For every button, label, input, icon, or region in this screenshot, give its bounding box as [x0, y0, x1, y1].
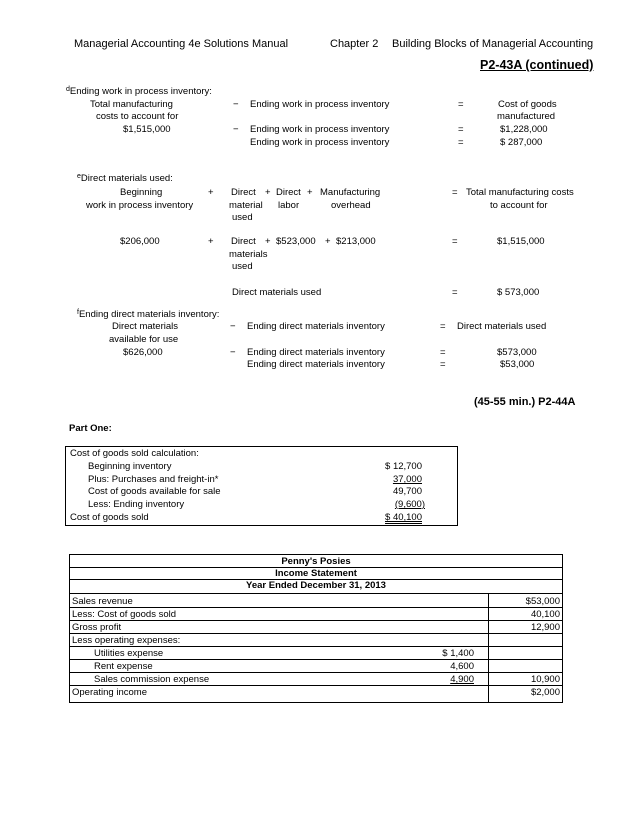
f-result-1: Direct materials used — [457, 321, 547, 332]
part-one-label: Part One: — [69, 423, 112, 434]
e-direct: Direct — [231, 187, 256, 198]
e-used: used — [232, 212, 253, 223]
d-minus-1: − — [233, 99, 239, 110]
e-plus-5: + — [265, 236, 271, 247]
e-direct-3: Direct — [231, 236, 256, 247]
e-total-2: to account for — [490, 200, 548, 211]
p44-heading: (45-55 min.) P2-44A — [474, 396, 576, 408]
e-direct-2: Direct — [276, 187, 301, 198]
f-term-3: Ending direct materials inventory — [247, 359, 385, 370]
e-overhead: overhead — [331, 200, 371, 211]
is-row-2: Gross profit — [72, 622, 122, 633]
d-result-1b: manufactured — [497, 111, 556, 122]
e-eq-1: = — [452, 187, 458, 198]
cogs-row-4: Less: Ending inventory — [88, 499, 185, 510]
problem-heading: P2-43A (continued) — [480, 58, 594, 72]
cogs-amt-5: $ 40,100 — [385, 512, 422, 523]
is-row-6: Sales commission expense — [94, 674, 210, 685]
e-mfg: Manufacturing — [320, 187, 381, 198]
e-eq-3: = — [452, 287, 458, 298]
e-total-1: Total manufacturing costs — [466, 187, 574, 198]
d-term-3: Ending work in process inventory — [250, 137, 390, 148]
d-result-1a: Cost of goods — [498, 99, 557, 110]
e-plus-3: + — [307, 187, 313, 198]
e-total-amount: $1,515,000 — [497, 236, 545, 247]
e-plus-2: + — [265, 187, 271, 198]
e-beginning: Beginning — [120, 187, 163, 198]
is-mid-6: 4,900 — [450, 674, 474, 685]
e-labor: labor — [278, 200, 300, 211]
section-d-title: $^d$Ending work in process inventory: — [66, 86, 212, 97]
d-result-2: $1,228,000 — [500, 124, 548, 135]
e-material: material — [229, 200, 263, 211]
statement-title: Income Statement — [275, 568, 357, 579]
row-line-2 — [70, 579, 562, 580]
f-minus-1: − — [230, 321, 236, 332]
section-e-title: $^e$Direct materials used: — [77, 173, 173, 184]
row-sep — [70, 646, 562, 647]
row-sep — [70, 672, 562, 673]
is-row-7: Operating income — [72, 687, 147, 698]
d-eq-1: = — [458, 99, 464, 110]
company-name: Penny's Posies — [281, 556, 351, 567]
cogs-amt-2: 37,000 — [392, 474, 422, 485]
f-eq-3: = — [440, 359, 446, 370]
manual-title: Managerial Accounting 4e Solutions Manual — [74, 38, 289, 50]
d-term-1: Ending work in process inventory — [250, 99, 390, 110]
cogs-row-2: Plus: Purchases and freight-in* — [88, 474, 219, 485]
e-used-2: used — [232, 261, 253, 272]
income-statement — [69, 554, 563, 703]
cogs-table — [65, 446, 458, 526]
is-amt-2: 12,900 — [530, 622, 560, 633]
is-row-3: Less operating expenses: — [72, 635, 181, 646]
is-amt-1: 40,100 — [530, 609, 560, 620]
e-eq-2: = — [452, 236, 458, 247]
is-amt-0: $53,000 — [525, 596, 560, 607]
e-beg-amount: $206,000 — [120, 236, 160, 247]
is-row-4: Utilities expense — [94, 648, 164, 659]
e-overhead-amount: $213,000 — [336, 236, 376, 247]
e-dm-used: Direct materials used — [232, 287, 322, 298]
f-line2: available for use — [109, 334, 179, 345]
f-term-1: Ending direct materials inventory — [247, 321, 385, 332]
row-sep — [70, 685, 562, 686]
f-result-2: $573,000 — [497, 347, 537, 358]
d-eq-2: = — [458, 124, 464, 135]
is-amt-7: $2,000 — [530, 687, 560, 698]
statement-period: Year Ended December 31, 2013 — [246, 580, 386, 591]
e-plus-4: + — [208, 236, 214, 247]
is-row-1: Less: Cost of goods sold — [72, 609, 177, 620]
chapter-label: Chapter 2 — [330, 38, 379, 50]
e-wip: work in process inventory — [86, 200, 194, 211]
is-row-5: Rent expense — [94, 661, 153, 672]
e-plus-1: + — [208, 187, 214, 198]
f-line1: Direct materials — [112, 321, 178, 332]
d-minus-2: − — [233, 124, 239, 135]
cogs-amt-3: 49,700 — [392, 486, 422, 497]
e-dm-amount: $ 573,000 — [497, 287, 540, 298]
row-line-1 — [70, 567, 562, 568]
cogs-row-1: Beginning inventory — [88, 461, 172, 472]
f-minus-2: − — [230, 347, 236, 358]
row-sep — [70, 633, 562, 634]
cogs-amt-1: $ 12,700 — [385, 461, 422, 472]
is-mid-4: $ 1,400 — [442, 648, 474, 659]
e-materials: materials — [229, 249, 268, 260]
d-eq-3: = — [458, 137, 464, 148]
f-term-2: Ending direct materials inventory — [247, 347, 385, 358]
f-amount: $626,000 — [123, 347, 163, 358]
is-mid-5: 4,600 — [450, 661, 474, 672]
chapter-title: Building Blocks of Managerial Accounting — [392, 38, 594, 50]
f-eq-1: = — [440, 321, 446, 332]
cogs-row-0: Cost of goods sold calculation: — [70, 448, 199, 459]
d-term-2: Ending work in process inventory — [250, 124, 390, 135]
f-eq-2: = — [440, 347, 446, 358]
cogs-amt-4: (9,600) — [394, 499, 425, 510]
section-f-title: $^f$Ending direct materials inventory: — [77, 309, 220, 320]
d-line1: Total manufacturing — [90, 99, 173, 110]
cogs-row-3: Cost of goods available for sale — [88, 486, 221, 497]
e-plus-6: + — [325, 236, 331, 247]
f-result-3: $53,000 — [500, 359, 535, 370]
d-result-3: $ 287,000 — [500, 137, 543, 148]
row-sep — [70, 620, 562, 621]
d-line2: costs to account for — [96, 111, 179, 122]
cogs-row-5: Cost of goods sold — [70, 512, 149, 523]
row-sep — [70, 659, 562, 660]
d-amount: $1,515,000 — [123, 124, 171, 135]
e-labor-amount: $523,000 — [276, 236, 316, 247]
is-amt-6: 10,900 — [530, 674, 560, 685]
is-row-0: Sales revenue — [72, 596, 133, 607]
row-sep — [70, 607, 562, 608]
